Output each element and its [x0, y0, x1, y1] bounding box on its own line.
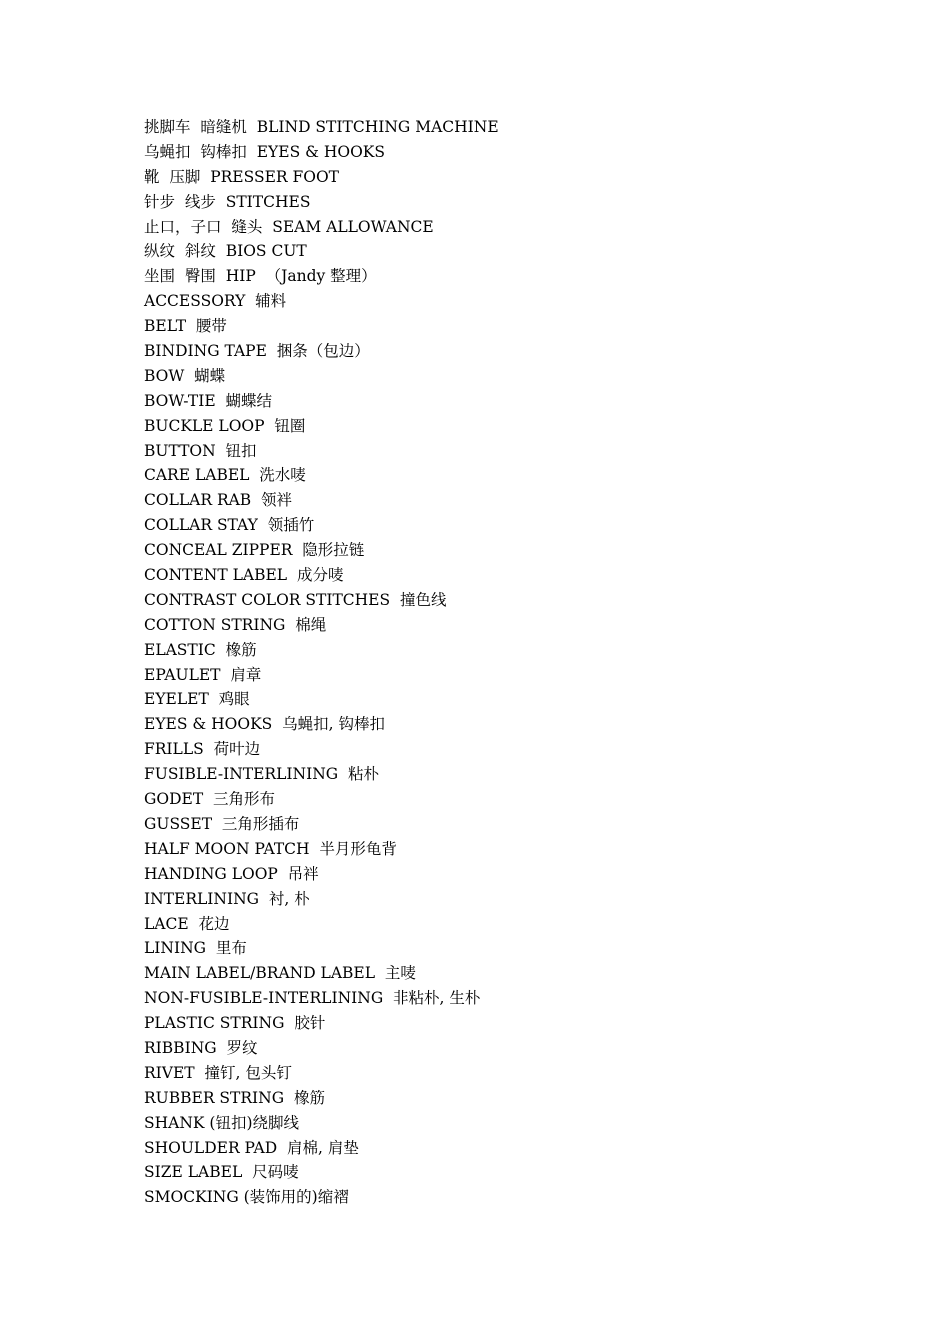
glossary-line: BINDING TAPE 捆条（包边）	[144, 342, 370, 361]
glossary-line: PLASTIC STRING 胶针	[144, 1014, 326, 1033]
glossary-line: EPAULET 肩章	[144, 665, 262, 684]
glossary-line: LINING 里布	[144, 939, 247, 958]
glossary-line: BUCKLE LOOP 钮圈	[144, 416, 306, 435]
glossary-line: LACE 花边	[144, 914, 230, 933]
glossary-line: HALF MOON PATCH 半月形龟背	[144, 839, 397, 858]
glossary-line: ACCESSORY 辅料	[144, 292, 287, 311]
glossary-line: BOW-TIE 蝴蝶结	[144, 391, 273, 410]
glossary-line: COTTON STRING 棉绳	[144, 615, 327, 634]
glossary-line: 止口，子口 缝头 SEAM ALLOWANCE	[144, 217, 434, 236]
glossary-line: INTERLINING 衬, 朴	[144, 889, 310, 908]
glossary-line: CARE LABEL 洗水唛	[144, 466, 306, 485]
glossary-line: CONTRAST COLOR STITCHES 撞色线	[144, 590, 447, 609]
glossary-line: RIBBING 罗纹	[144, 1038, 258, 1057]
glossary-line: RUBBER STRING 橡筋	[144, 1088, 325, 1107]
glossary-line: 挑脚车 暗缝机 BLIND STITCHING MACHINE	[144, 118, 499, 136]
glossary-line: MAIN LABEL/BRAND LABEL 主唛	[144, 964, 416, 983]
glossary-line: 纵纹 斜纹 BIOS CUT	[144, 242, 307, 261]
glossary-list	[144, 115, 499, 1210]
glossary-line: SIZE LABEL 尺码唛	[144, 1163, 299, 1182]
glossary-line: SHANK (钮扣)绕脚线	[144, 1113, 299, 1132]
glossary-line: BUTTON 钮扣	[144, 441, 257, 460]
glossary-line: 乌蝇扣 钩棒扣 EYES & HOOKS	[144, 142, 385, 161]
glossary-line: 针步 线步 STITCHES	[144, 192, 311, 211]
glossary-line: NON-FUSIBLE-INTERLINING 非粘朴, 生朴	[144, 989, 481, 1008]
glossary-line: CONCEAL ZIPPER 隐形拉链	[144, 541, 365, 560]
glossary-line: 坐围 臀围 HIP （Jandy 整理）	[144, 267, 377, 286]
glossary-line: GUSSET 三角形插布	[144, 814, 300, 833]
glossary-line: HANDING LOOP 吊袢	[144, 864, 319, 883]
glossary-line: SHOULDER PAD 肩棉, 肩垫	[144, 1138, 359, 1157]
glossary-line: FUSIBLE-INTERLINING 粘朴	[144, 765, 379, 784]
glossary-line: EYELET 鸡眼	[144, 690, 250, 709]
glossary-line: COLLAR STAY 领插竹	[144, 516, 315, 535]
glossary-line: 靴 压脚 PRESSER FOOT	[144, 167, 340, 186]
glossary-line: RIVET 撞钉, 包头钉	[144, 1063, 292, 1082]
glossary-line: COLLAR RAB 领袢	[144, 491, 293, 510]
glossary-line: CONTENT LABEL 成分唛	[144, 566, 344, 585]
glossary-line: BOW 蝴蝶	[144, 366, 226, 385]
glossary-line: BELT 腰带	[144, 317, 227, 336]
glossary-line: SMOCKING (装饰用的)缩褶	[144, 1188, 349, 1207]
glossary-line: FRILLS 荷叶边	[144, 740, 261, 759]
glossary-line: EYES & HOOKS 乌蝇扣, 钩棒扣	[144, 715, 385, 734]
glossary-line: GODET 三角形布	[144, 790, 276, 809]
glossary-line: ELASTIC 橡筋	[144, 640, 257, 659]
